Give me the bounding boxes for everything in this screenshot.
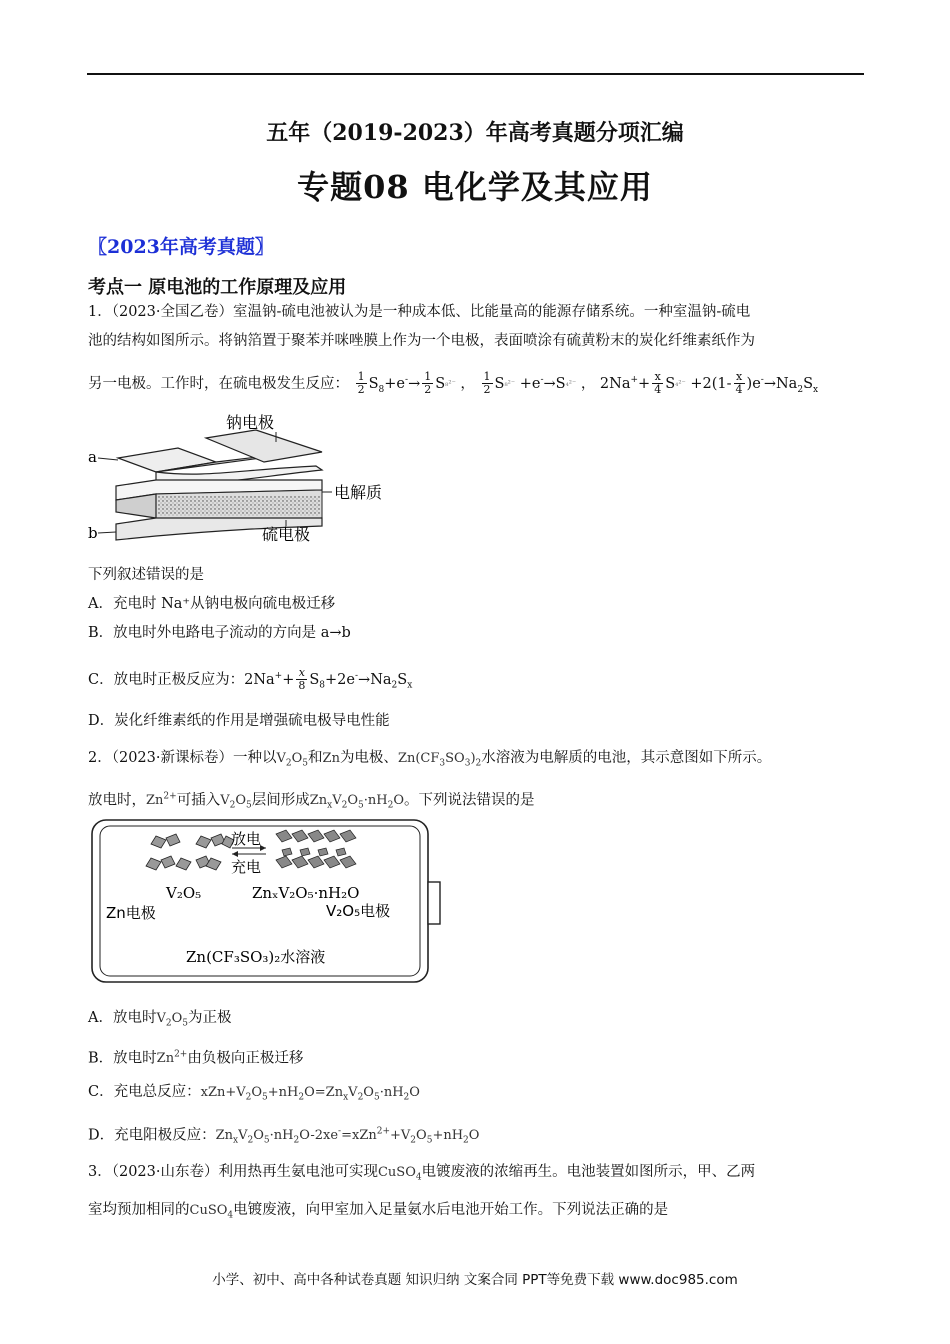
q2-line2: 放电时，$Zn^{2+}$可插入$V_2O_5$层间形成$Zn_xV_2O_5\cdot nH_2O$。下列说法错误的是 [88, 792, 535, 811]
q2-line1: 2．（2023·新课标卷）一种以$V_2O_5$和Zn为电极、$Zn(CF_3SO_3)_2$水溶液为电解质的电池，其示意图如下所示。 [88, 750, 772, 769]
q2-option-b: B．放电时$Zn^{2+}$由负极向正极迁移 [88, 1050, 304, 1067]
page-footer: 小学、初中、高中各种试卷真题 知识归纳 文案合同 PPT等免费下载 www.doc985.com [212, 1272, 738, 1288]
q1-option-b: B．放电时外电路电子流动的方向是 a→b [88, 625, 351, 641]
q1-option-d: D．炭化纤维素纸的作用是增强硫电极导电性能 [88, 713, 390, 729]
fig1-label-na: 钠电极 [226, 413, 275, 432]
q2-option-a: A．放电时$V_2O_5$为正极 [88, 1010, 232, 1029]
fig2-product-label: ZnₓV₂O₅·nH₂O [252, 884, 360, 902]
q1-line3 [88, 370, 818, 400]
q1-option-c: C．放电时正极反应为：2Na++ $\frac{x}{8}$ $S_8+2e^-\to Na_2S_x$ [88, 666, 413, 693]
q1-reaction-equations: $\frac{1}{2}$ $S_8+e^-\to$ $\frac{1}{2}$ S₈²⁻ ， $\frac{1}{2}$ S₈²⁻ +e-→S₄²⁻ ， 2Na++ $\frac{x}{4}$ S₄²⁻ +2(1- $\frac{x}{4}$ )$e^-\to Na_2S_x$ [357, 370, 819, 397]
q1-line2: 池的结构如图所示。将钠箔置于聚苯并咪唑膜上作为一个电极，表面喷涂有硫黄粉末的炭化纤维素纸作为 [88, 333, 755, 349]
fig2-discharge-label: 放电 [231, 830, 262, 848]
sodium-sulfur-battery-diagram [86, 408, 416, 548]
document-subtitle: 五年（2019-2023）年高考真题分项汇编 [266, 120, 684, 146]
document-title: 专题08 电化学及其应用 [297, 168, 653, 206]
fig2-v2o5-electrode: V₂O₅电极 [326, 902, 391, 920]
q3-line1: 3．（2023·山东卷）利用热再生氨电池可实现CuSO$_4$电镀废液的浓缩再生。电池装置如图所示，甲、乙两 [88, 1164, 756, 1183]
q1-line1: 1．（2023·全国乙卷）室温钠-硫电池被认为是一种成本低、比能量高的能源存储系统。一种室温钠-硫电 [88, 304, 751, 320]
topic-heading: 考点一 原电池的工作原理及应用 [88, 277, 347, 298]
fig2-electrolyte: Zn(CF₃SO₃)₂水溶液 [186, 948, 326, 966]
section-heading: 〖2023年高考真题〗 [88, 236, 274, 258]
fig2-v2o5-label: V₂O₅ [166, 884, 202, 902]
fig2-zn-electrode: Zn电极 [106, 904, 156, 922]
fig1-label-a: a [88, 448, 97, 466]
q2-option-d: D．充电阳极反应：$Zn_xV_2O_5\cdot nH_2O-2xe^-=xZn^{2+}+V_2O_5+nH_2O$ [88, 1127, 480, 1146]
q1-option-a: A．充电时 Na⁺从钠电极向硫电极迁移 [88, 596, 336, 612]
fig2-charge-label: 充电 [231, 858, 262, 876]
zinc-vanadium-battery-diagram [86, 816, 446, 986]
q3-line2: 室均预加相同的CuSO$_4$电镀废液，向甲室加入足量氨水后电池开始工作。下列说法正确的是 [88, 1202, 669, 1221]
header-rule [87, 73, 864, 75]
fig1-label-electrolyte: 电解质 [334, 483, 383, 502]
q2-option-c: C．充电总反应：$xZn+V_2O_5+nH_2O=Zn_xV_2O_5\cdot nH_2O$ [88, 1084, 420, 1103]
q1-prompt: 下列叙述错误的是 [88, 567, 204, 583]
fig1-label-b: b [88, 524, 98, 542]
fig1-label-s: 硫电极 [262, 525, 311, 544]
q1-line3-prefix: 另一电极。工作时，在硫电极发生反应： [88, 375, 349, 392]
